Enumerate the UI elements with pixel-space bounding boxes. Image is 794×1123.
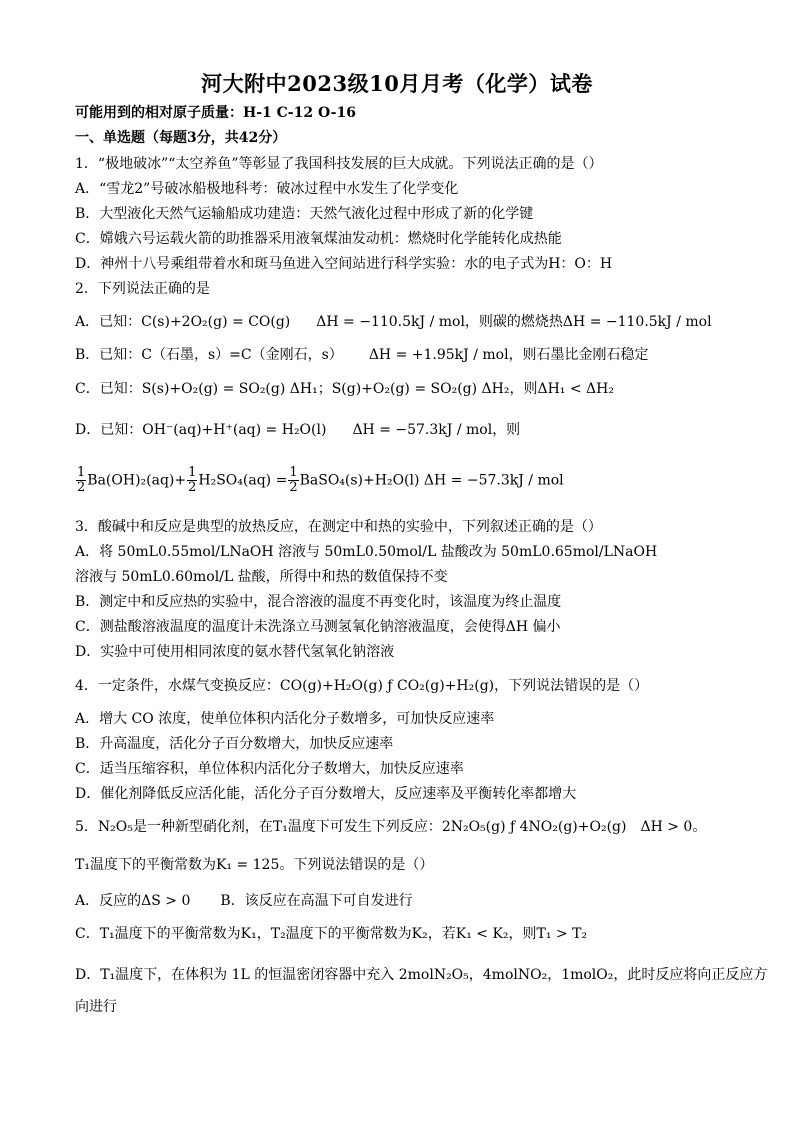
q1-option-c: C．嫦娥六号运载火箭的助推器采用液氧煤油发动机：燃烧时化学能转化成热能: [75, 231, 562, 247]
q2-b-conclusion: ，则石墨比金刚石稳定: [508, 347, 649, 363]
q4-equation: CO(g)+H₂O(g) ƒ CO₂(g)+H₂(g): [279, 678, 495, 694]
q5-option-c: C．T₁温度下的平衡常数为K₁，T₂温度下的平衡常数为K₂，若K₁ < K₂，则T₁ > T₂: [75, 926, 588, 942]
q3-option-b: B．测定中和反应热的实验中，混合溶液的温度不再变化时，该温度为终止温度: [75, 594, 562, 610]
q5-option-d-line2: 向进行: [75, 999, 117, 1015]
q5-equation: 2N₂O₅(g) ƒ 4NO₂(g)+O₂(g): [441, 819, 627, 835]
q4-option-c: C．适当压缩容积，单位体积内活化分子数增大，加快反应速率: [75, 761, 464, 777]
q5-stem-lead: 5．N₂O₅是一种新型硝化剂，在T₁温度下可发生下列反应：: [75, 819, 442, 835]
q2-c-equation-1: S(s)+O₂(g) = SO₂(g) ΔH₁: [141, 381, 318, 397]
q5-option-d-line1: D．T₁温度下，在体积为 1L 的恒温密闭容器中充入 2molN₂O₅，4molNO₂，1molO₂，此时反应将向正反应方: [75, 967, 768, 983]
q5-stem-line2: T₁温度下的平衡常数为K₁ = 125。下列说法错误的是（）: [75, 857, 434, 873]
q2-a-conclusion: ，则碳的燃烧热ΔH = −110.5kJ / mol: [464, 314, 712, 330]
q2-c-conclusion: ，则ΔH₁ < ΔH₂: [509, 381, 614, 397]
q2-b-label: B．已知：C（石墨，s）=C（金刚石，s）: [75, 347, 343, 363]
q2-b-enthalpy: ΔH = +1.95kJ / mol: [368, 347, 509, 363]
q2-option-a: [75, 313, 712, 331]
q2-d2-term-1: Ba(OH)₂(aq)+: [87, 472, 187, 489]
fraction-half: $\frac{1}{2}$: [289, 465, 298, 495]
q5-enthalpy: ΔH > 0: [640, 819, 693, 835]
atomic-mass-line: 可能用到的相对原子质量：H-1 C-12 O-16: [75, 105, 356, 121]
q3-option-a-line2: 溶液与 50mL0.60mol/L 盐酸，所得中和热的数值保持不变: [75, 569, 448, 585]
q2-a-enthalpy: ΔH = −110.5kJ / mol: [316, 314, 465, 330]
q5-stem: [75, 818, 706, 836]
q2-c-separator: ；: [317, 381, 332, 397]
section-heading: 一、单选题（每题3分，共42分）: [75, 130, 287, 146]
q3-option-a-line1: A．将 50mL0.55mol/LNaOH 溶液与 50mL0.50mol/L 盐酸改为 50mL0.65mol/LNaOH: [75, 544, 658, 560]
exam-title: 河大附中2023级10月月考（化学）试卷: [201, 71, 593, 96]
q2-d2-term-2: H₂SO₄(aq) =: [198, 472, 288, 489]
q2-d-second-equation: [75, 466, 564, 495]
q5-option-a: A．反应的ΔS > 0: [75, 893, 191, 909]
q2-d-conclusion: ，则: [492, 422, 521, 438]
q2-stem: 2．下列说法正确的是: [75, 281, 210, 297]
q3-option-d: D．实验中可使用相同浓度的氨水替代氢氧化钠溶液: [75, 644, 395, 660]
q4-option-d: D．催化剂降低反应活化能，活化分子百分数增大，反应速率及平衡转化率都增大: [75, 786, 577, 802]
q2-c-label: C．已知：: [75, 381, 142, 397]
q3-stem: 3．酸碱中和反应是典型的放热反应，在测定中和热的实验中，下列叙述正确的是（）: [75, 519, 602, 535]
q1-option-a: A．“雪龙2”号破冰船极地科考：破冰过程中水发生了化学变化: [75, 181, 459, 197]
q4-option-a: A．增大 CO 浓度，使单位体积内活化分子数增多，可加快反应速率: [75, 711, 495, 727]
q1-option-d: D．神州十八号乘组带着水和斑马鱼进入空间站进行科学实验：水的电子式为H：O：H: [75, 256, 613, 272]
q4-stem-tail: ，下列说法错误的是（）: [494, 678, 649, 694]
q4-stem-lead: 4．一定条件，水煤气变换反应：: [75, 678, 280, 694]
q2-c-equation-2: S(g)+O₂(g) = SO₂(g) ΔH₂: [331, 381, 510, 397]
q2-d-enthalpy: ΔH = −57.3kJ / mol: [352, 422, 493, 438]
q5-option-a-b: [75, 892, 413, 910]
q2-d2-term-3: BaSO₄(s)+H₂O(l) ΔH = −57.3kJ / mol: [299, 472, 564, 489]
q5-stem-end: 。: [692, 819, 707, 835]
q1-stem: 1．“极地破冰”“太空养鱼”等彰显了我国科技发展的巨大成就。下列说法正确的是（）: [75, 156, 603, 172]
q2-d-label: D．已知：: [75, 422, 143, 438]
q5-option-b: B．该反应在高温下可自发进行: [220, 893, 413, 909]
q1-option-b: B．大型液化天然气运输船成功建造：天然气液化过程中形成了新的化学键: [75, 206, 534, 222]
fraction-half: $\frac{1}{2}$: [188, 465, 197, 495]
q4-stem: [75, 677, 648, 695]
q2-option-d: [75, 421, 520, 439]
q2-option-c: [75, 380, 614, 398]
fraction-half: $\frac{1}{2}$: [77, 465, 86, 495]
q4-option-b: B．升高温度，活化分子百分数增大，加快反应速率: [75, 736, 394, 752]
q2-a-equation: C(s)+2O₂(g) = CO(g): [141, 314, 291, 330]
q3-option-c: C．测盐酸溶液温度的温度计未洗涤立马测氢氧化钠溶液温度，会使得ΔH 偏小: [75, 619, 561, 635]
q2-option-b: [75, 346, 649, 364]
q2-a-label: A．已知：: [75, 314, 142, 330]
q2-d-equation: OH⁻(aq)+H⁺(aq) = H₂O(l): [142, 422, 327, 438]
